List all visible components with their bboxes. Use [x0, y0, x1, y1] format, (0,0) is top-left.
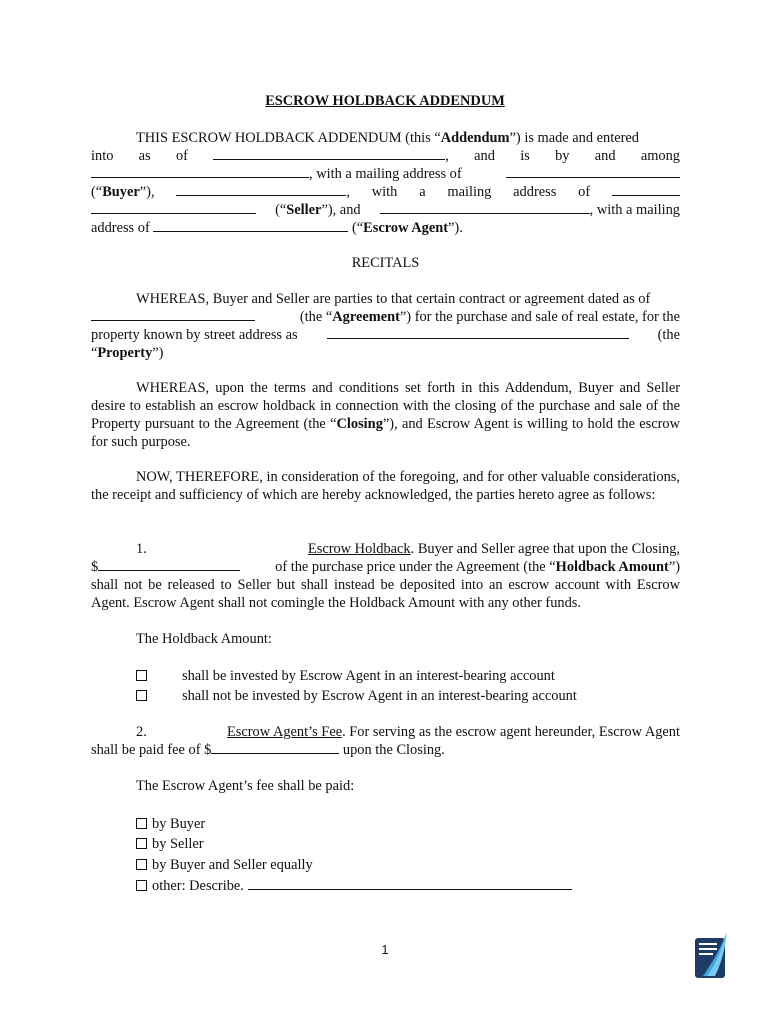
- buyer-address-blank[interactable]: [506, 165, 680, 178]
- fee-option-other[interactable]: other: Describe.: [136, 877, 572, 895]
- document-logo-icon: [693, 930, 729, 980]
- intro-line-6: address of (“Escrow Agent”).: [91, 220, 463, 236]
- section2-line-1: 2. Escrow Agent’s Fee. For serving as the escrow agent hereunder, Escrow Agent: [136, 724, 680, 740]
- buyer-address-cont-blank[interactable]: [176, 183, 346, 196]
- holdback-option-invested[interactable]: shall be invested by Escrow Agent in an interest-bearing account: [136, 667, 555, 685]
- checkbox-icon[interactable]: [136, 880, 147, 891]
- intro-line-1: THIS ESCROW HOLDBACK ADDENDUM (this “Addendum”) is made and entered: [136, 130, 639, 146]
- section1-line-2: $ of the purchase price under the Agreement (the “Holdback Amount”): [91, 559, 680, 575]
- escrow-agent-address-blank[interactable]: [153, 219, 348, 232]
- checkbox-icon[interactable]: [136, 859, 147, 870]
- section2-line-2: shall be paid fee of $ upon the Closing.: [91, 742, 445, 758]
- holdback-option-not-invested[interactable]: shall not be invested by Escrow Agent in an interest-bearing account: [136, 687, 577, 705]
- recitals-heading: RECITALS: [351, 255, 420, 271]
- page-number: 1: [381, 942, 389, 957]
- fee-amount-blank[interactable]: [211, 741, 339, 754]
- checkbox-icon[interactable]: [136, 818, 147, 829]
- buyer-name-blank[interactable]: [91, 165, 309, 178]
- checkbox-icon[interactable]: [136, 670, 147, 681]
- whereas1-line-3: property known by street address as (the: [91, 327, 680, 343]
- property-address-blank[interactable]: [327, 326, 629, 339]
- now-therefore-paragraph: NOW, THEREFORE, in consideration of the foregoing, and for other valuable considerations, the receipt and sufficiency of which are hereby acknowledged, the parties hereto agree as follows:: [91, 469, 680, 503]
- holdback-label: The Holdback Amount:: [136, 631, 272, 647]
- fee-option-seller[interactable]: by Seller: [136, 835, 204, 853]
- other-description-blank[interactable]: [248, 877, 572, 890]
- document-title: ESCROW HOLDBACK ADDENDUM: [265, 93, 505, 109]
- fee-label: The Escrow Agent’s fee shall be paid:: [136, 778, 355, 794]
- holdback-amount-blank[interactable]: [98, 558, 240, 571]
- intro-line-3: , with a mailing address of: [91, 165, 680, 183]
- checkbox-icon[interactable]: [136, 838, 147, 849]
- escrow-agent-name-blank[interactable]: [380, 201, 590, 214]
- intro-line-2: into as of , and is by and among: [91, 148, 680, 164]
- seller-address-blank[interactable]: [612, 183, 680, 196]
- whereas1-line-1: WHEREAS, Buyer and Seller are parties to that certain contract or agreement dated as of: [136, 291, 651, 307]
- intro-line-4: (“Buyer”), , with a mailing address of: [91, 183, 680, 201]
- agreement-date-blank[interactable]: [91, 308, 255, 321]
- whereas1-line-2: (the “Agreement”) for the purchase and sale of real estate, for the: [91, 308, 680, 326]
- checkbox-icon[interactable]: [136, 690, 147, 701]
- whereas1-line-4: “Property”): [91, 345, 164, 361]
- date-blank[interactable]: [213, 147, 445, 160]
- seller-address-cont-blank[interactable]: [91, 201, 256, 214]
- whereas-paragraph-2: WHEREAS, upon the terms and conditions set forth in this Addendum, Buyer and Seller desire to establish an escrow holdback in connection with the closing of the purchase and sale of the Property pursuant to the Agreement (the “Closing”), and Escrow Agent is willing to hold the escrow for such purpose.: [91, 380, 681, 450]
- section1-line-1: 1. Escrow Holdback. Buyer and Seller agree that upon the Closing,: [136, 541, 680, 557]
- fee-option-buyer[interactable]: by Buyer: [136, 815, 205, 833]
- intro-line-5: (“Seller”), and , with a mailing: [91, 201, 680, 219]
- section1-body: shall not be released to Seller but shall instead be deposited into an escrow account with Escrow Agent. Escrow Agent shall not comingle the Holdback Amount with any other funds.: [91, 577, 680, 611]
- fee-option-equally[interactable]: by Buyer and Seller equally: [136, 856, 313, 874]
